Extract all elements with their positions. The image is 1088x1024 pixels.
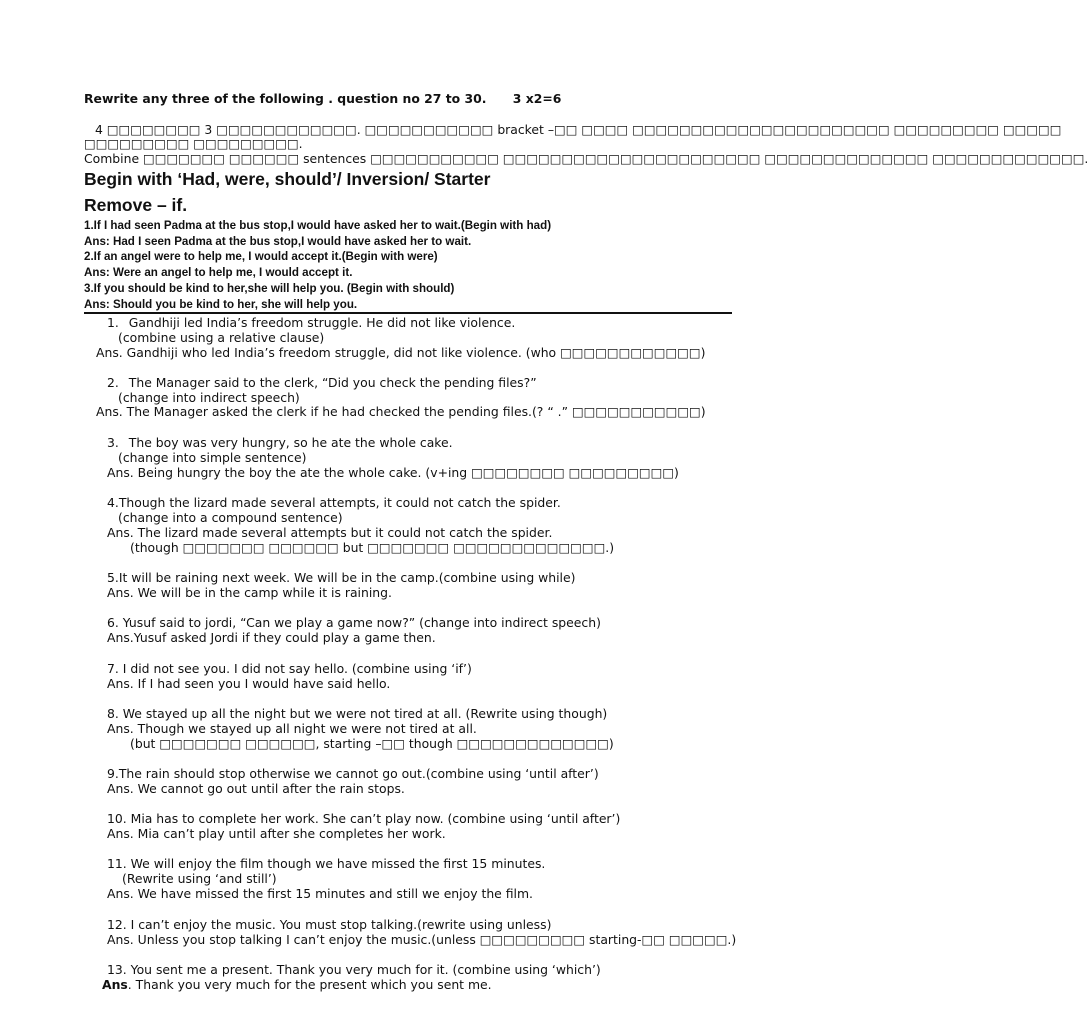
answer-label: Ans bbox=[102, 977, 128, 992]
answer-11: Ans. We have missed the first 15 minutes and still we enjoy the film. bbox=[107, 886, 533, 901]
answer-12: Ans. Unless you stop talking I can’t enjoy the music.(unless □□□□□□□□□ starting-□□ □□□□□.) bbox=[107, 932, 737, 947]
question-11-instruction: (Rewrite using ‘and still’) bbox=[122, 871, 277, 886]
question-12: 12. I can’t enjoy the music. You must stop talking.(rewrite using unless) bbox=[107, 917, 552, 932]
question-6: 6. Yusuf said to jordi, “Can we play a game now?” (change into indirect speech) bbox=[107, 615, 601, 630]
answer-7: Ans. If I had seen you I would have said hello. bbox=[107, 676, 391, 691]
question-5: 5.It will be raining next week. We will be in the camp.(combine using while) bbox=[107, 570, 576, 585]
rule-heading-begin: Begin with ‘Had, were, should’/ Inversion/ Starter bbox=[84, 169, 491, 189]
answer-4: Ans. The lizard made several attempts but it could not catch the spider. bbox=[107, 525, 553, 540]
question-4: 4.Though the lizard made several attempts, it could not catch the spider. bbox=[107, 495, 561, 510]
example-line: 1.If I had seen Padma at the bus stop,I would have asked her to wait.(Begin with had) bbox=[84, 219, 552, 232]
answer-13 bbox=[102, 977, 492, 992]
answer-4-note: (though □□□□□□□ □□□□□□ but □□□□□□□ □□□□□□□□□□□□□.) bbox=[130, 540, 615, 555]
question-2-instruction: (change into indirect speech) bbox=[118, 390, 300, 405]
example-line: Ans: Should you be kind to her, she will help you. bbox=[84, 298, 358, 311]
question-9: 9.The rain should stop otherwise we cannot go out.(combine using ‘until after’) bbox=[107, 766, 599, 781]
answer-text: . Thank you very much for the present which you sent me. bbox=[127, 977, 492, 992]
answer-6: Ans.Yusuf asked Jordi if they could play a game then. bbox=[107, 630, 436, 645]
page-title bbox=[84, 91, 561, 106]
question-text: The Manager said to the clerk, “Did you check the pending files?” bbox=[128, 375, 537, 390]
question-number: 1. bbox=[107, 315, 119, 330]
rule-heading-remove-if: Remove – if. bbox=[84, 195, 188, 215]
question-number: 3. bbox=[107, 435, 119, 450]
answer-8-note: (but □□□□□□□ □□□□□□, starting –□□ though □□□□□□□□□□□□□) bbox=[130, 736, 614, 751]
question-text: Gandhiji led India’s freedom struggle. He did not like violence. bbox=[128, 315, 516, 330]
question-3-instruction: (change into simple sentence) bbox=[118, 450, 307, 465]
answer-10: Ans. Mia can’t play until after she completes her work. bbox=[107, 826, 446, 841]
question-11: 11. We will enjoy the film though we have missed the first 15 minutes. bbox=[107, 856, 546, 871]
question-3 bbox=[107, 435, 453, 450]
instruction-line-3: Combine □□□□□□□ □□□□□□ sentences □□□□□□□□□□□ □□□□□□□□□□□□□□□□□□□□□□ □□□□□□□□□□□□□□ □□□□□□□□□□□□□. bbox=[84, 151, 1088, 166]
answer-2: Ans. The Manager asked the clerk if he had checked the pending files.(? “ .” □□□□□□□□□□□) bbox=[96, 404, 706, 419]
heading-marks: 3 x2=6 bbox=[512, 91, 562, 106]
example-line: 2.If an angel were to help me, I would accept it.(Begin with were) bbox=[84, 250, 438, 263]
question-13: 13. You sent me a present. Thank you very much for it. (combine using ‘which’) bbox=[107, 962, 601, 977]
question-1 bbox=[107, 315, 515, 330]
horizontal-divider bbox=[84, 312, 732, 314]
question-1-instruction: (combine using a relative clause) bbox=[118, 330, 325, 345]
answer-1: Ans. Gandhiji who led India’s freedom struggle, did not like violence. (who □□□□□□□□□□□□) bbox=[96, 345, 706, 360]
instruction-line-2: □□□□□□□□□ □□□□□□□□□. bbox=[84, 136, 303, 151]
question-4-instruction: (change into a compound sentence) bbox=[118, 510, 343, 525]
answer-9: Ans. We cannot go out until after the rain stops. bbox=[107, 781, 405, 796]
question-2 bbox=[107, 375, 537, 390]
question-8: 8. We stayed up all the night but we were not tired at all. (Rewrite using though) bbox=[107, 706, 608, 721]
answer-3: Ans. Being hungry the boy the ate the whole cake. (v+ing □□□□□□□□ □□□□□□□□□) bbox=[107, 465, 679, 480]
answer-5: Ans. We will be in the camp while it is raining. bbox=[107, 585, 392, 600]
question-10: 10. Mia has to complete her work. She can’t play now. (combine using ‘until after’) bbox=[107, 811, 621, 826]
example-line: Ans: Were an angel to help me, I would accept it. bbox=[84, 266, 353, 279]
heading-title: Rewrite any three of the following . question no 27 to 30. bbox=[84, 91, 487, 106]
question-text: The boy was very hungry, so he ate the whole cake. bbox=[128, 435, 453, 450]
answer-8: Ans. Though we stayed up all night we were not tired at all. bbox=[107, 721, 477, 736]
example-line: Ans: Had I seen Padma at the bus stop,I would have asked her to wait. bbox=[84, 235, 472, 248]
example-line: 3.If you should be kind to her,she will help you. (Begin with should) bbox=[84, 282, 455, 295]
question-7: 7. I did not see you. I did not say hello. (combine using ‘if’) bbox=[107, 661, 472, 676]
instruction-line-1: 4 □□□□□□□□ 3 □□□□□□□□□□□□. □□□□□□□□□□□ bracket –□□ □□□□ □□□□□□□□□□□□□□□□□□□□□□ □□□□□□□□□ □□□□□ bbox=[95, 122, 1062, 137]
question-number: 2. bbox=[107, 375, 119, 390]
